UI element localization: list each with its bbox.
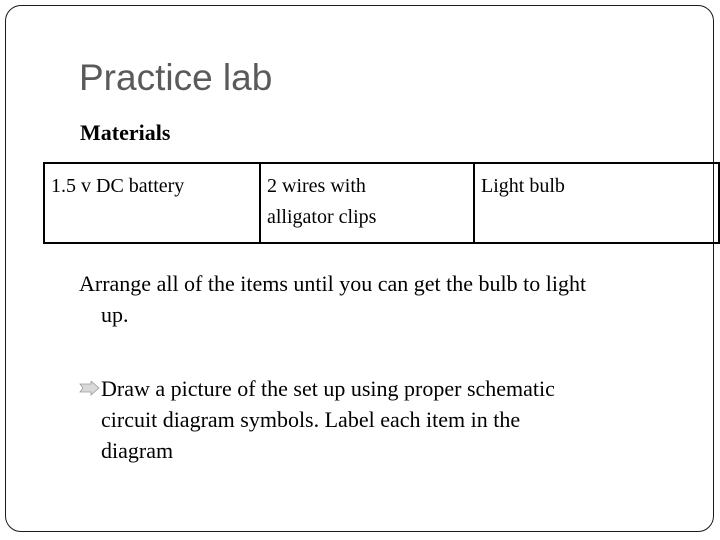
table-cell-wires (260, 163, 474, 243)
ribbon-arrow-bullet-icon (79, 374, 101, 390)
materials-heading: Materials (80, 120, 171, 145)
instruction-paragraph (79, 268, 689, 330)
paragraph-line: Arrange all of the items until you can get the bulb to light (79, 271, 587, 296)
paragraph-line: diagram (101, 438, 174, 463)
table-row (44, 163, 719, 243)
slide-title: Practice lab (79, 57, 273, 98)
paragraph-line: circuit diagram symbols. Label each item in the (101, 407, 521, 432)
cell-line: Light bulb (481, 175, 565, 197)
cell-line: 2 wires with (267, 175, 366, 197)
cell-line: 1.5 v DC battery (51, 175, 185, 197)
bullet-paragraph (79, 373, 679, 466)
cell-line: alligator clips (267, 206, 377, 228)
paragraph-line: up. (101, 302, 129, 327)
paragraph-line: Draw a picture of the set up using proper schematic (101, 376, 555, 401)
table-cell-battery (44, 163, 260, 243)
table-cell-bulb (474, 163, 719, 243)
bullet-first-line (79, 373, 679, 404)
materials-table (43, 162, 720, 244)
